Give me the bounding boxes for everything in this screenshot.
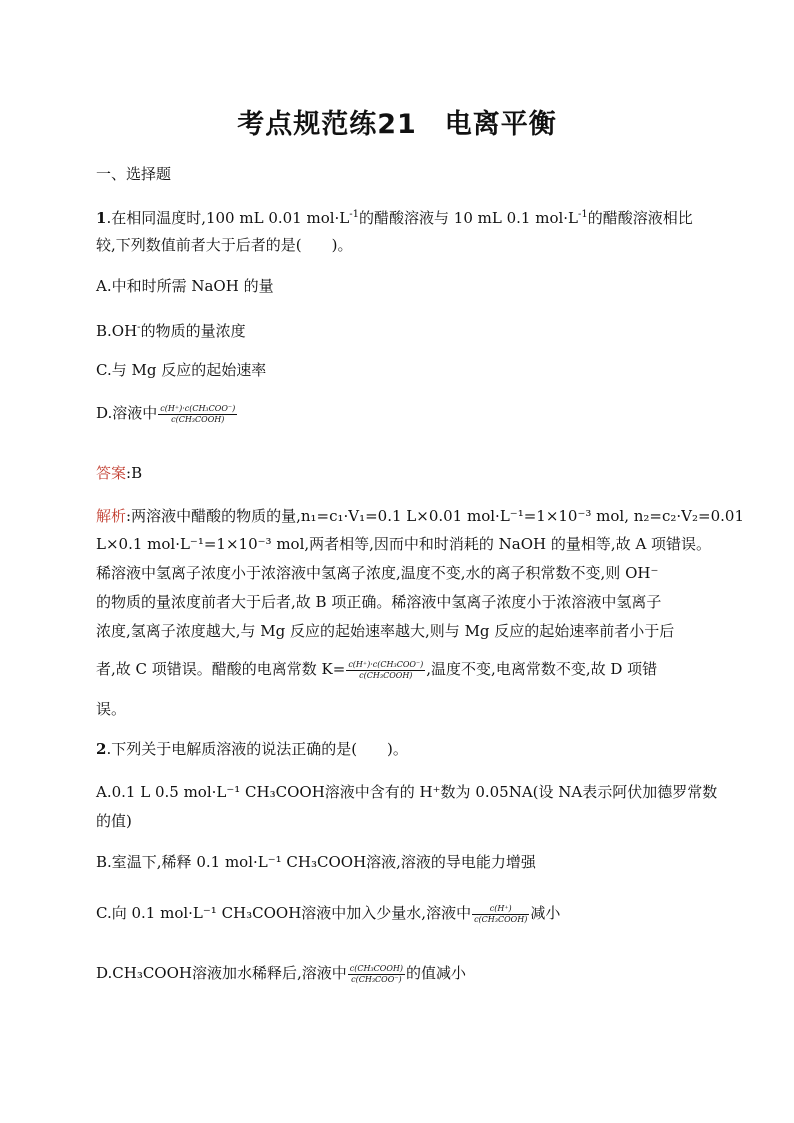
q1-option-d-fraction: $\frac{\text{c(H⁺)·c(CH₃COO⁻)}}{\text{c(CH₃COOH)}}$ [160, 403, 236, 424]
q2-option-c: C.向 0.1 mol·L⁻¹ CH₃COOH溶液中加入少量水,溶液中 $\frac{c(H^+)}{\text{c(CH₃COOH)}}$ 减小 [96, 903, 561, 924]
q1-stem-line1: 1.在相同温度时,100 mL 0.01 $mol\cdot L^{-1}$的醋酸溶液与 10 mL 0.1 $mol\cdot L^{-1}$的醋酸溶液相比 [96, 209, 693, 227]
q1-explanation-line3: 稀溶液中氢离子浓度小于浓溶液中氢离子浓度,温度不变,水的离子积常数不变,则 OH⁻ [96, 564, 659, 582]
q2-option-d-fraction: $\frac{\text{c(CH₃COOH)}}{\text{c(CH₃COO⁻)}}$ [349, 963, 404, 984]
answer-label: 答案 [96, 464, 127, 482]
q2-option-a-line2: 的值) [96, 812, 132, 830]
page-title: 考点规范练21 电离平衡 [237, 109, 557, 140]
q2-option-c-fraction: $\frac{c(H^+)}{\text{c(CH₃COOH)}}$ [474, 903, 528, 924]
q1-answer: 答案:B [96, 464, 143, 482]
q1-explanation-line5: 浓度,氢离子浓度越大,与 Mg 反应的起始速率越大,则与 Mg 反应的起始速率前者小于后 [96, 622, 675, 640]
q2-option-a-line1: A.0.1 L 0.5 mol·L⁻¹ CH₃COOH溶液中含有的 H⁺数为 0.05NA(设 NA表示阿伏加德罗常数 [96, 783, 718, 801]
q1-stem-line2: 较,下列数值前者大于后者的是( )。 [96, 236, 353, 254]
q1-explanation-line1: 解析:两溶液中醋酸的物质的量,n₁=c₁·V₁=0.1 L×0.01 mol·L⁻¹=1×10⁻³ mol, n₂=c₂·V₂=0.01 [96, 507, 744, 525]
q2-option-d: D.CH₃COOH溶液加水稀释后,溶液中 $\frac{\text{c(CH₃COOH)}}{\text{c(CH₃COO⁻)}}$ 的值减小 [96, 963, 467, 984]
explanation-label: 解析 [96, 507, 127, 525]
q2-number: 2 [96, 740, 107, 758]
q1-option-a: A.中和时所需 NaOH 的量 [96, 277, 274, 295]
q1-explanation-line7: 误。 [96, 700, 127, 718]
q1-option-d: D.溶液中 $\frac{\text{c(H⁺)·c(CH₃COO⁻)}}{\text{c(CH₃COOH)}}$ [96, 403, 236, 424]
q1-explanation-line6: 者,故 C 项错误。醋酸的电离常数 K= $\frac{\text{c(H⁺)·c(CH₃COO⁻)}}{\text{c(CH₃COOH)}}$ ,温度不变,电离常数不变,故 D 项错 [96, 659, 658, 680]
q2-option-b: B.室温下,稀释 0.1 mol·L⁻¹ CH₃COOH溶液,溶液的导电能力增强 [96, 853, 536, 871]
q1-explanation-line2: L×0.1 mol·L⁻¹=1×10⁻³ mol,两者相等,因而中和时消耗的 NaOH 的量相等,故 A 项错误。 [96, 535, 712, 553]
q1-explanation-line4: 的物质的量浓度前者大于后者,故 B 项正确。稀溶液中氢离子浓度小于浓溶液中氢离子 [96, 593, 662, 611]
ka-fraction: $\frac{\text{c(H⁺)·c(CH₃COO⁻)}}{\text{c(CH₃COOH)}}$ [348, 659, 424, 680]
q1-option-c: C.与 Mg 反应的起始速率 [96, 361, 267, 379]
section-heading: 一、选择题 [96, 165, 172, 183]
q1-number: 1 [96, 209, 107, 227]
q1-option-b: B.OH-的物质的量浓度 [96, 322, 246, 340]
q2-stem: 2.下列关于电解质溶液的说法正确的是( )。 [96, 740, 408, 758]
